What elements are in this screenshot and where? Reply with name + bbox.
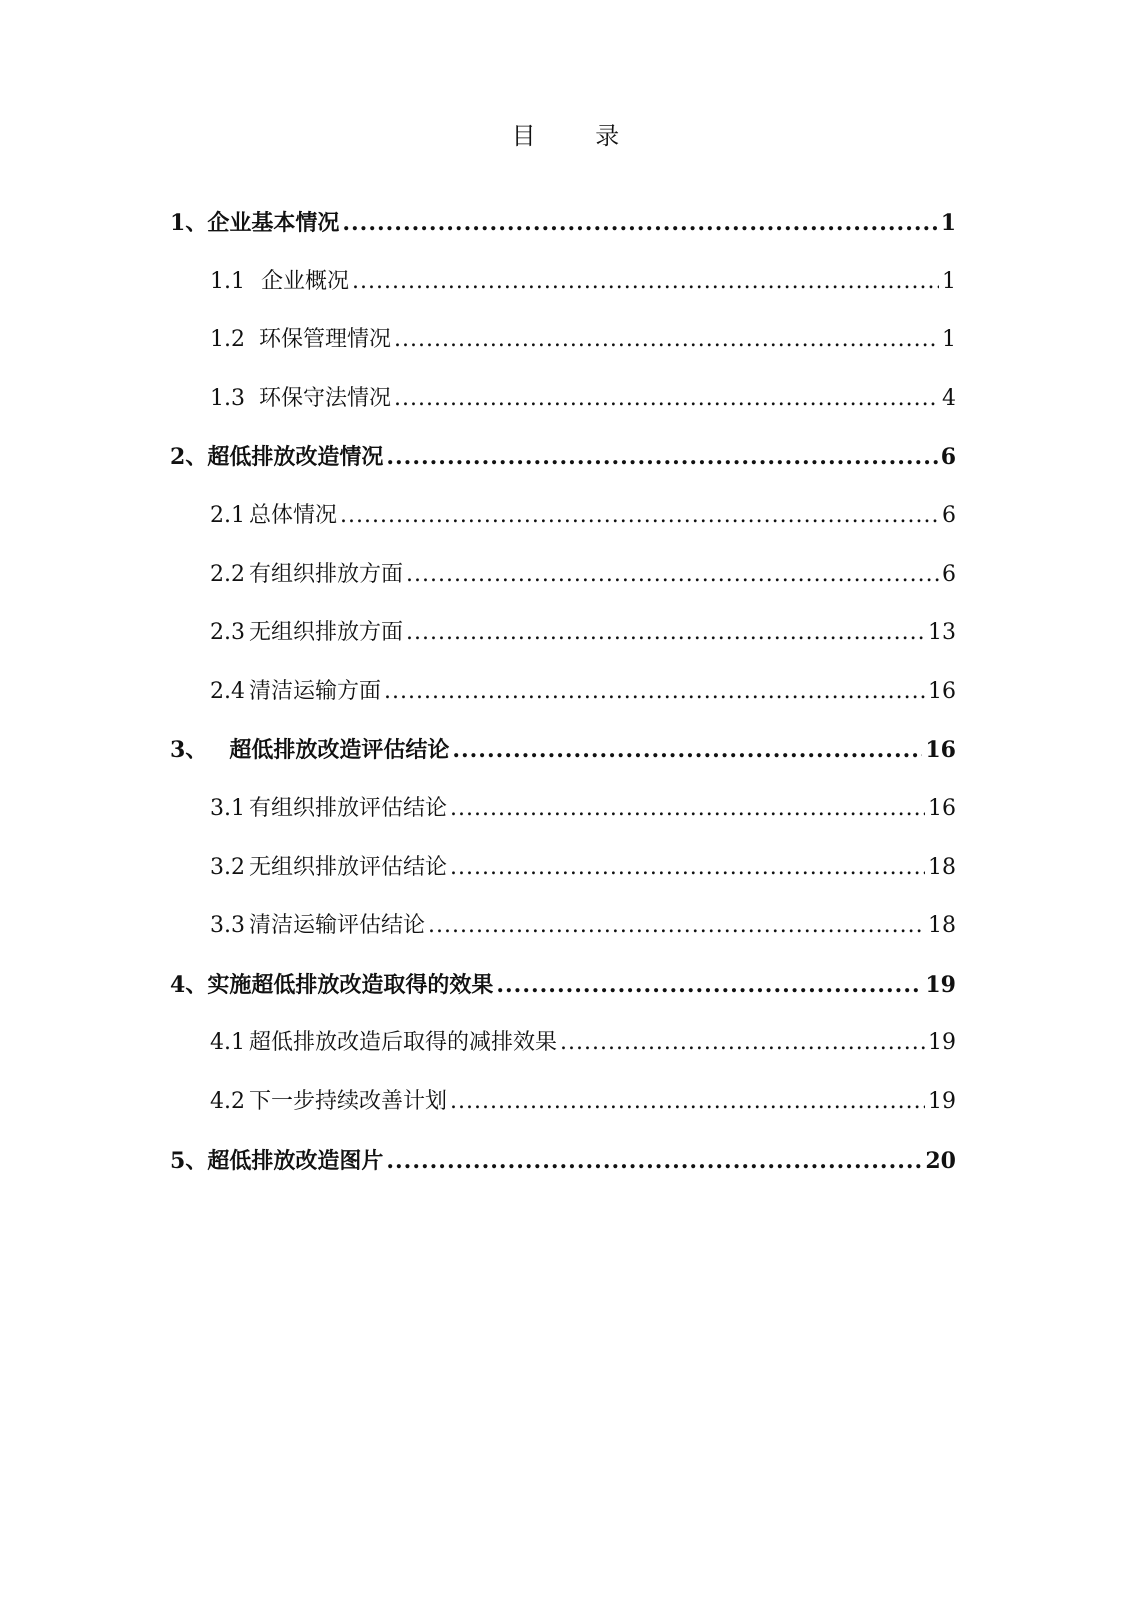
toc-entry-label: 清洁运输评估结论 xyxy=(249,913,426,939)
toc-entry-page: 6 xyxy=(942,502,956,528)
toc-entry-page: 19 xyxy=(928,1088,956,1114)
toc-entry-page: 1 xyxy=(942,268,956,294)
toc-entry-separator: 、 xyxy=(185,444,208,471)
toc-dot-leader xyxy=(352,265,939,299)
toc-entry-page: 16 xyxy=(925,737,956,764)
toc-entry-page: 13 xyxy=(928,620,956,646)
toc-entry-label: 超低排放改造评估结论 xyxy=(229,737,450,764)
toc-entry-label: 实施超低排放改造取得的效果 xyxy=(207,971,494,998)
toc-dot-leader xyxy=(394,323,939,357)
toc-entry-label: 有组织排放评估结论 xyxy=(249,795,448,821)
toc-entry-number: 1.3 xyxy=(210,385,245,411)
toc-entry-page: 19 xyxy=(928,1030,956,1056)
toc-entry-label: 超低排放改造情况 xyxy=(207,444,384,471)
toc-entry-number: 2.2 xyxy=(210,561,245,587)
toc-entry-1-1[interactable] xyxy=(170,265,956,324)
toc-entry-4-1[interactable] xyxy=(170,1026,956,1085)
toc-entry-label: 无组织排放方面 xyxy=(249,620,404,646)
toc-entry-3-3[interactable] xyxy=(170,909,956,968)
toc-entry-2-4[interactable] xyxy=(170,675,956,734)
toc-entry-label: 环保管理情况 xyxy=(259,327,392,353)
toc-entry-number: 4.1 xyxy=(210,1030,245,1056)
toc-dot-leader xyxy=(450,851,925,885)
toc-entry-page: 4 xyxy=(942,385,956,411)
toc-dot-leader xyxy=(496,968,922,1002)
toc-entry-page: 1 xyxy=(942,327,956,353)
toc-dot-leader xyxy=(560,1026,925,1060)
toc-entry-1-2[interactable] xyxy=(170,323,956,382)
toc-dot-leader xyxy=(340,499,939,533)
toc-entry-label: 无组织排放评估结论 xyxy=(249,854,448,880)
toc-entry-number: 4 xyxy=(170,971,186,998)
toc-entry-page: 18 xyxy=(928,913,956,939)
toc-entry-3-2[interactable] xyxy=(170,851,956,910)
toc-entry-2[interactable] xyxy=(170,440,956,499)
toc-entry-4-2[interactable] xyxy=(170,1085,956,1144)
toc-list xyxy=(170,206,956,1202)
toc-entry-number: 3.2 xyxy=(210,854,245,880)
toc-dot-leader xyxy=(406,558,939,592)
toc-entry-number: 2.3 xyxy=(210,620,245,646)
toc-entry-label: 超低排放改造图片 xyxy=(207,1147,384,1174)
toc-entry-page: 19 xyxy=(925,971,956,998)
toc-dot-leader xyxy=(384,675,925,709)
toc-entry-number: 3.1 xyxy=(210,795,245,821)
toc-dot-leader xyxy=(394,382,939,416)
toc-entry-number: 3 xyxy=(170,737,186,764)
toc-entry-page: 1 xyxy=(940,210,956,236)
toc-entry-separator: 、 xyxy=(185,210,208,236)
toc-entry-5[interactable] xyxy=(170,1144,956,1203)
toc-entry-separator: 、 xyxy=(185,737,208,764)
toc-entry-label: 有组织排放方面 xyxy=(249,561,404,587)
toc-entry-number: 1.2 xyxy=(210,327,245,353)
toc-entry-label: 总体情况 xyxy=(249,502,338,528)
toc-dot-leader xyxy=(406,616,925,650)
toc-entry-2-1[interactable] xyxy=(170,499,956,558)
toc-entry-number: 1.1 xyxy=(210,268,245,294)
toc-entry-number: 4.2 xyxy=(210,1088,245,1114)
toc-entry-1-3[interactable] xyxy=(170,382,956,441)
toc-entry-separator: 、 xyxy=(185,1147,208,1174)
toc-entry-page: 6 xyxy=(940,444,956,471)
toc-entry-label: 企业概况 xyxy=(261,268,350,294)
toc-entry-number: 2 xyxy=(170,444,186,471)
toc-entry-number: 3.3 xyxy=(210,913,245,939)
toc-entry-label: 下一步持续改善计划 xyxy=(249,1088,448,1114)
toc-title: 目 录 xyxy=(511,122,646,150)
toc-entry-page: 18 xyxy=(928,854,956,880)
toc-entry-1[interactable] xyxy=(170,206,956,265)
toc-dot-leader xyxy=(386,1144,922,1178)
toc-dot-leader xyxy=(386,440,937,474)
toc-dot-leader xyxy=(450,1085,925,1119)
toc-dot-leader xyxy=(452,733,922,767)
toc-entry-number: 2.4 xyxy=(210,678,245,704)
toc-entry-label: 超低排放改造后取得的减排效果 xyxy=(249,1030,558,1056)
toc-entry-number: 2.1 xyxy=(210,502,245,528)
toc-entry-label: 清洁运输方面 xyxy=(249,678,382,704)
toc-entry-separator: 、 xyxy=(185,971,208,998)
toc-entry-page: 6 xyxy=(942,561,956,587)
toc-entry-page: 16 xyxy=(928,795,956,821)
toc-entry-label: 企业基本情况 xyxy=(207,210,340,236)
toc-entry-page: 16 xyxy=(928,678,956,704)
toc-entry-2-3[interactable] xyxy=(170,616,956,675)
toc-dot-leader xyxy=(342,206,937,240)
toc-dot-leader xyxy=(428,909,925,943)
toc-dot-leader xyxy=(450,792,925,826)
toc-entry-page: 20 xyxy=(925,1147,956,1174)
toc-entry-2-2[interactable] xyxy=(170,558,956,617)
toc-entry-number: 1 xyxy=(170,210,186,236)
toc-entry-number: 5 xyxy=(170,1147,186,1174)
toc-entry-label: 环保守法情况 xyxy=(259,385,392,411)
toc-entry-3[interactable] xyxy=(170,733,956,792)
toc-entry-4[interactable] xyxy=(170,968,956,1027)
toc-entry-3-1[interactable] xyxy=(170,792,956,851)
